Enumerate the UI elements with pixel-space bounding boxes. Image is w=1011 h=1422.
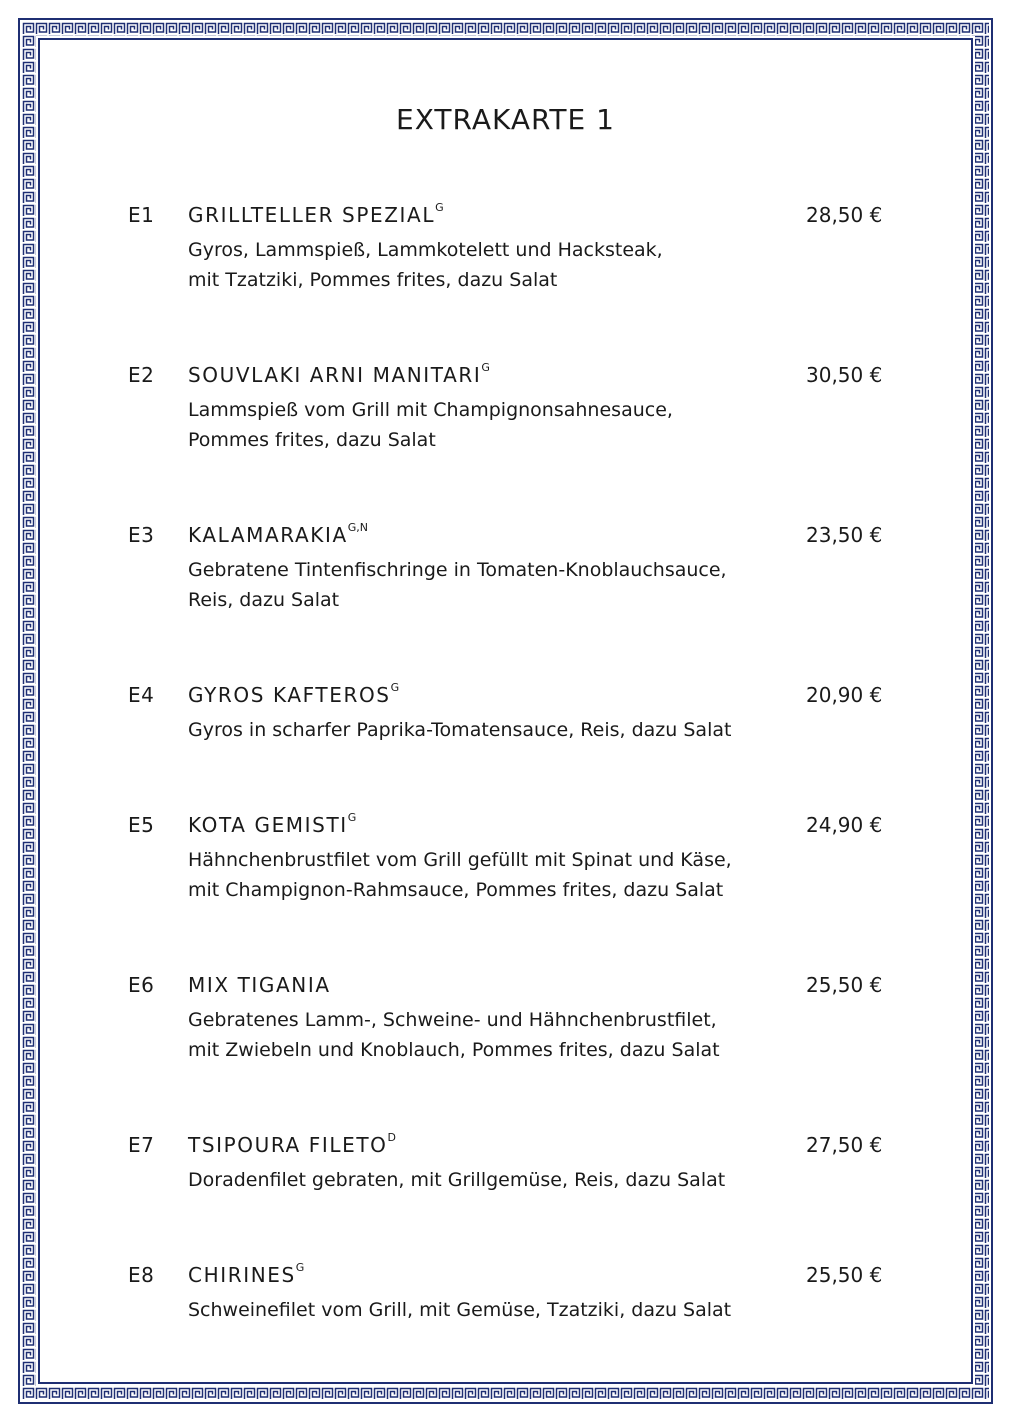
item-name: MIX TIGANIA: [188, 973, 331, 997]
item-code: E5: [128, 813, 155, 837]
item-code: E2: [128, 363, 155, 387]
item-price: 23,50 €: [806, 523, 883, 547]
item-name: GYROS $KAFTEROS^G$: [188, 681, 400, 707]
allergen-marker: G,N: [347, 521, 368, 535]
item-price: 27,50 €: [806, 1133, 883, 1157]
allergen-marker: G: [390, 681, 400, 695]
allergen-marker: G: [295, 1261, 305, 1275]
item-code: E7: [128, 1133, 155, 1157]
item-description: Gebratenes Lamm-, Schweine- und Hähnchenbrustfilet, mit Zwiebeln und Knoblauch, Pommes frites, dazu Salat: [188, 1009, 720, 1061]
item-description: Hähnchenbrustfilet vom Grill gefüllt mit Spinat und Käse, mit Champignon-Rahmsauce, Pommes frites, dazu Salat: [188, 849, 732, 901]
item-description: Gebratene Tintenfischringe in Tomaten-Knoblauchsauce, Reis, dazu Salat: [188, 559, 727, 611]
item-description: Doradenfilet gebraten, mit Grillgemüse, Reis, dazu Salat: [188, 1169, 726, 1191]
item-description: Gyros, Lammspieß, Lammkotelett und Hacksteak, mit Tzatziki, Pommes frites, dazu Salat: [188, 239, 663, 291]
item-code: E4: [128, 683, 155, 707]
item-price: 20,90 €: [806, 683, 883, 707]
allergen-marker: G: [481, 361, 490, 375]
item-price: 25,50 €: [806, 973, 883, 997]
item-description: Schweinefilet vom Grill, mit Gemüse, Tzatziki, dazu Salat: [188, 1299, 732, 1321]
item-description: Gyros in scharfer Paprika-Tomatensauce, Reis, dazu Salat: [188, 719, 732, 741]
item-description: Lammspieß vom Grill mit Champignonsahnesauce, Pommes frites, dazu Salat: [188, 399, 673, 451]
item-name: SOUVLAKI ARNI $MANITARI^G$: [188, 361, 490, 387]
item-name: KOTA $GEMISTI^G$: [188, 811, 357, 837]
item-code: E3: [128, 523, 155, 547]
item-price: 25,50 €: [806, 1263, 883, 1287]
allergen-marker: D: [387, 1131, 397, 1145]
item-code: E1: [128, 203, 155, 227]
item-price: 28,50 €: [806, 203, 883, 227]
item-name: GRILLTELLER $SPEZIAL^G$: [188, 201, 444, 227]
item-price: 30,50 €: [806, 363, 883, 387]
item-code: E8: [128, 1263, 155, 1287]
allergen-marker: G: [435, 201, 444, 215]
item-name: TSIPOURA $FILETO^D$: [188, 1131, 397, 1157]
item-name: $CHIRINES^G$: [188, 1261, 305, 1287]
item-price: 24,90 €: [806, 813, 883, 837]
item-code: E6: [128, 973, 155, 997]
allergen-marker: G: [347, 811, 357, 825]
menu-title: EXTRAKARTE 1: [396, 103, 615, 136]
item-name: $KALAMARAKIA^{G,N}$: [188, 521, 368, 547]
